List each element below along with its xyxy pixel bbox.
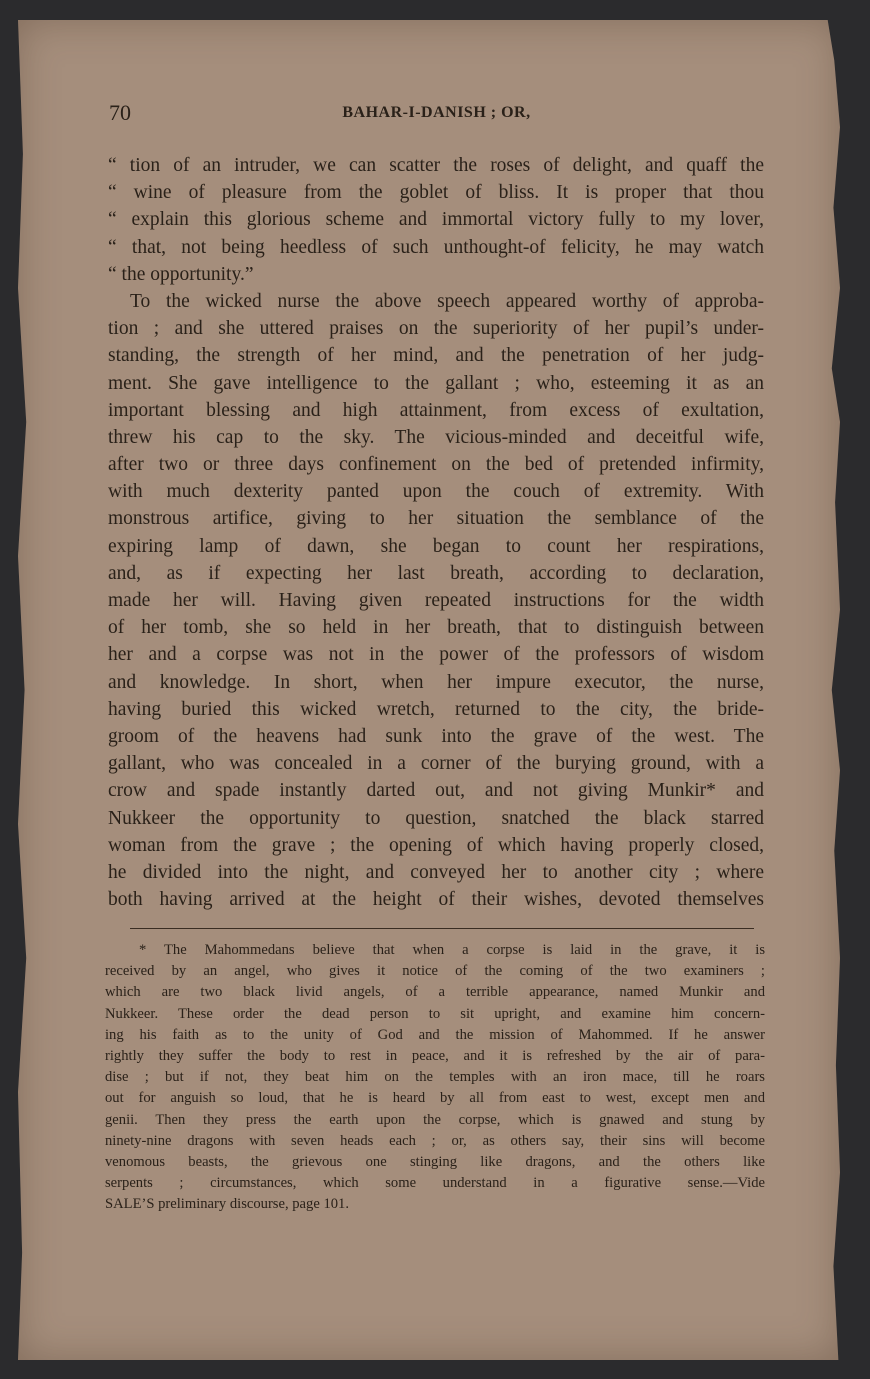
text-line: “ tion of an intruder, we can scatter the roses of delight, and quaff the [108,155,764,176]
text-line: and, as if expecting her last breath, according to declaration, [108,562,764,584]
footnote-line: venomous beasts, the grievous one stinging like dragons, and the others like [105,1153,765,1170]
footnote-line: Nukkeer. These order the dead person to sit upright, and examine him concern- [105,1005,765,1022]
footnote [105,940,765,1215]
text-line: and knowledge. In short, when her impure executor, the nurse, [108,671,764,693]
text-line: with much dexterity panted upon the couch of extremity. With [108,481,764,503]
footnote-line: rightly they suffer the body to rest in peace, and it is refreshed by the air of para- [105,1047,765,1064]
text-line: To the wicked nurse the above speech appeared worthy of approba- [130,290,764,312]
text-line: gallant, who was concealed in a corner of the burying ground, with a [108,753,764,775]
text-line: “ explain this glorious scheme and immortal victory fully to my lover, [108,209,764,231]
text-line: woman from the grave ; the opening of which having properly closed, [108,834,764,856]
footnote-line: * The Mahommedans believe that when a corpse is laid in the grave, it is [139,942,765,958]
text-line: he divided into the night, and conveyed her to another city ; where [108,861,764,883]
footnote-line: serpents ; circumstances, which some understand in a figurative sense.—Vide [105,1175,765,1192]
text-line: crow and spade instantly darted out, and not giving Munkir* and [108,780,764,802]
footnote-line: SALE’S preliminary discourse, page 101. [105,1196,349,1213]
page-header [109,100,764,130]
main-text [108,152,764,913]
text-line: “ the opportunity.” [108,263,254,285]
text-line: expiring lamp of dawn, she began to count her respirations, [108,535,764,557]
text-line: tion ; and she uttered praises on the superiority of her pupil’s under- [108,318,764,340]
footnote-line: genii. Then they press the earth upon the corpse, which is gnawed and stung by [105,1111,765,1128]
text-line: after two or three days confinement on the bed of pretended infirmity, [108,454,764,476]
text-line: monstrous artifice, giving to her situation the semblance of the [108,508,764,530]
footnote-line: out for anguish so loud, that he is heard by all from east to west, except men and [105,1090,765,1107]
text-line: groom of the heavens had sunk into the grave of the west. The [108,725,764,747]
text-line: her and a corpse was not in the power of the professors of wisdom [108,644,764,666]
text-line: of her tomb, she so held in her breath, that to distinguish between [108,617,764,639]
text-line: “ that, not being heedless of such unthought-of felicity, he may watch [108,236,764,258]
text-line: “ wine of pleasure from the goblet of bliss. It is proper that thou [108,182,764,204]
text-line: made her will. Having given repeated instructions for the width [108,590,764,611]
footnote-line: ninety-nine dragons with seven heads each ; or, as others say, their sins will become [105,1132,765,1149]
page-number: 70 [109,100,131,125]
footnote-line: which are two black livid angels, of a terrible appearance, named Munkir and [105,984,765,1001]
text-line: standing, the strength of her mind, and the penetration of her judg- [108,345,764,367]
footnote-divider [130,928,754,929]
footnote-line: ing his faith as to the unity of God and the mission of Mahommed. If he answer [105,1026,765,1043]
text-line: threw his cap to the sky. The vicious-minded and deceitful wife, [108,426,764,448]
text-line: ment. She gave intelligence to the gallant ; who, esteeming it as an [108,372,764,394]
text-line: both having arrived at the height of their wishes, devoted themselves [108,889,764,911]
running-title: BAHAR-I-DANISH ; OR, [342,104,531,121]
footnote-line: received by an angel, who gives it notice of the coming of the two examiners ; [105,963,765,980]
text-line: Nukkeer the opportunity to question, snatched the black starred [108,807,764,829]
footnote-line: dise ; but if not, they beat him on the temples with an iron mace, till he roars [105,1069,765,1086]
text-line: having buried this wicked wretch, returned to the city, the bride- [108,698,764,720]
text-line: important blessing and high attainment, from excess of exultation, [108,399,764,421]
